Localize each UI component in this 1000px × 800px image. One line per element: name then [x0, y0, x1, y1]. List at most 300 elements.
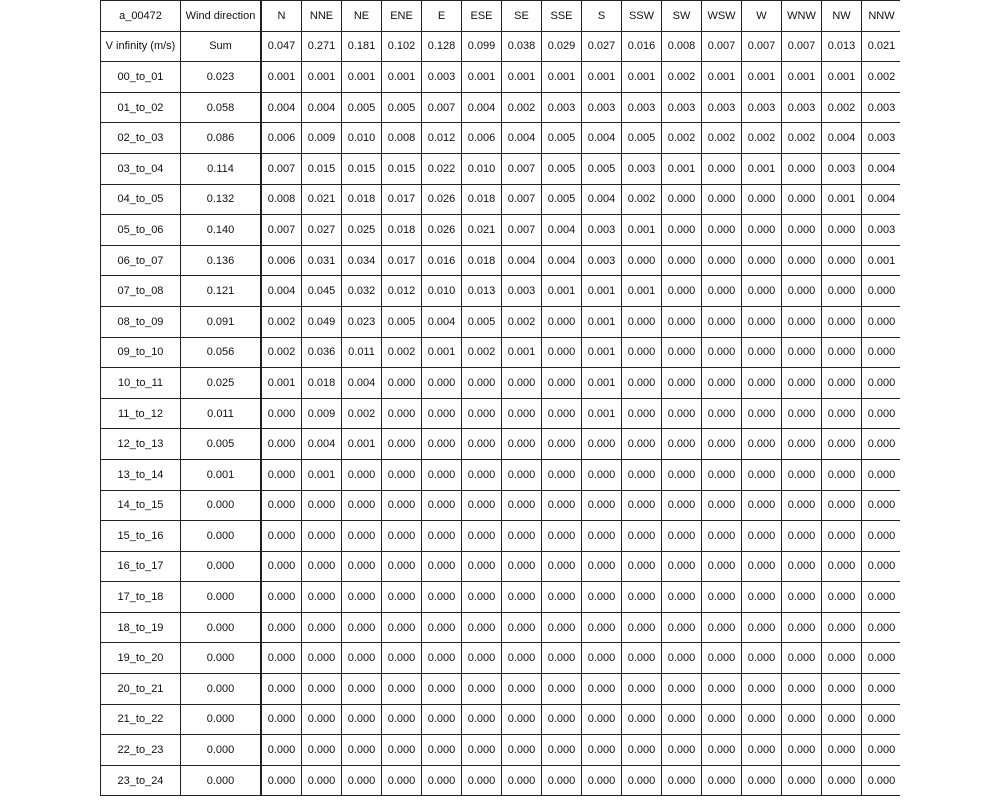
frequency-cell: 0.032	[342, 276, 382, 307]
frequency-cell: 0.000	[462, 551, 502, 582]
frequency-cell: 0.002	[662, 62, 702, 93]
frequency-cell: 0.000	[302, 551, 342, 582]
frequency-cell: 0.004	[542, 215, 582, 246]
frequency-cell: 0.000	[422, 459, 462, 490]
frequency-cell: 0.003	[542, 92, 582, 123]
table-row	[101, 337, 901, 368]
frequency-cell: 0.000	[782, 306, 822, 337]
frequency-cell: 0.000	[261, 704, 302, 735]
frequency-cell: 0.000	[862, 674, 901, 705]
direction-sum-cell: 0.271	[302, 31, 342, 62]
frequency-cell: 0.004	[261, 92, 302, 123]
frequency-cell: 0.000	[702, 184, 742, 215]
frequency-cell: 0.000	[302, 643, 342, 674]
frequency-cell: 0.000	[782, 429, 822, 460]
frequency-cell: 0.001	[462, 62, 502, 93]
frequency-cell: 0.000	[822, 674, 862, 705]
frequency-cell: 0.000	[622, 337, 662, 368]
frequency-cell: 0.004	[582, 184, 622, 215]
frequency-cell: 0.000	[782, 337, 822, 368]
frequency-cell: 0.000	[702, 153, 742, 184]
frequency-cell: 0.008	[261, 184, 302, 215]
speed-bin-cell: 22_to_23	[101, 735, 181, 766]
frequency-cell: 0.000	[261, 459, 302, 490]
row-sum-cell: 0.000	[181, 551, 262, 582]
frequency-cell: 0.000	[702, 306, 742, 337]
frequency-cell: 0.000	[622, 582, 662, 613]
frequency-cell: 0.000	[261, 398, 302, 429]
frequency-cell: 0.011	[342, 337, 382, 368]
frequency-cell: 0.000	[862, 612, 901, 643]
frequency-cell: 0.000	[302, 765, 342, 796]
frequency-cell: 0.000	[702, 612, 742, 643]
frequency-cell: 0.001	[782, 62, 822, 93]
frequency-cell: 0.000	[261, 582, 302, 613]
frequency-cell: 0.000	[422, 490, 462, 521]
frequency-cell: 0.000	[382, 398, 422, 429]
frequency-cell: 0.018	[382, 215, 422, 246]
frequency-cell: 0.010	[422, 276, 462, 307]
frequency-cell: 0.000	[822, 459, 862, 490]
frequency-cell: 0.000	[742, 337, 782, 368]
speed-bin-cell: 23_to_24	[101, 765, 181, 796]
frequency-cell: 0.002	[261, 337, 302, 368]
table-row	[101, 551, 901, 582]
frequency-cell: 0.000	[782, 643, 822, 674]
frequency-cell: 0.000	[702, 276, 742, 307]
table-row	[101, 490, 901, 521]
frequency-cell: 0.000	[662, 368, 702, 399]
frequency-cell: 0.000	[782, 521, 822, 552]
frequency-cell: 0.007	[261, 153, 302, 184]
frequency-cell: 0.001	[662, 153, 702, 184]
direction-header-cell: WNW	[782, 1, 822, 32]
frequency-cell: 0.003	[662, 92, 702, 123]
direction-header-cell: NE	[342, 1, 382, 32]
frequency-cell: 0.000	[502, 582, 542, 613]
frequency-cell: 0.005	[342, 92, 382, 123]
direction-sum-cell: 0.181	[342, 31, 382, 62]
table-row	[101, 429, 901, 460]
frequency-cell: 0.000	[342, 735, 382, 766]
frequency-cell: 0.000	[782, 735, 822, 766]
frequency-cell: 0.001	[622, 276, 662, 307]
frequency-cell: 0.000	[542, 337, 582, 368]
frequency-cell: 0.000	[342, 643, 382, 674]
frequency-cell: 0.000	[382, 582, 422, 613]
frequency-cell: 0.000	[822, 521, 862, 552]
frequency-cell: 0.003	[422, 62, 462, 93]
speed-bin-cell: 19_to_20	[101, 643, 181, 674]
frequency-cell: 0.005	[382, 306, 422, 337]
frequency-cell: 0.000	[662, 459, 702, 490]
frequency-cell: 0.003	[582, 245, 622, 276]
table-row	[101, 215, 901, 246]
table-row	[101, 612, 901, 643]
frequency-cell: 0.000	[782, 582, 822, 613]
row-sum-cell: 0.058	[181, 92, 262, 123]
frequency-cell: 0.000	[742, 368, 782, 399]
frequency-cell: 0.005	[462, 306, 502, 337]
frequency-cell: 0.000	[261, 765, 302, 796]
frequency-cell: 0.000	[702, 459, 742, 490]
frequency-cell: 0.000	[422, 551, 462, 582]
speed-bin-cell: 14_to_15	[101, 490, 181, 521]
table-row	[101, 704, 901, 735]
frequency-cell: 0.000	[462, 612, 502, 643]
direction-header-cell: ENE	[382, 1, 422, 32]
frequency-cell: 0.000	[542, 551, 582, 582]
frequency-cell: 0.000	[782, 674, 822, 705]
row-sum-cell: 0.000	[181, 521, 262, 552]
frequency-cell: 0.000	[662, 245, 702, 276]
frequency-cell: 0.000	[502, 459, 542, 490]
frequency-cell: 0.000	[782, 490, 822, 521]
frequency-cell: 0.006	[462, 123, 502, 154]
frequency-cell: 0.009	[302, 398, 342, 429]
speed-bin-cell: 03_to_04	[101, 153, 181, 184]
frequency-cell: 0.000	[862, 521, 901, 552]
frequency-cell: 0.000	[702, 215, 742, 246]
frequency-cell: 0.000	[382, 612, 422, 643]
frequency-cell: 0.017	[382, 184, 422, 215]
frequency-cell: 0.004	[502, 123, 542, 154]
frequency-cell: 0.000	[382, 490, 422, 521]
speed-bin-cell: 13_to_14	[101, 459, 181, 490]
frequency-cell: 0.002	[261, 306, 302, 337]
frequency-cell: 0.000	[502, 643, 542, 674]
frequency-cell: 0.000	[342, 521, 382, 552]
row-sum-cell: 0.114	[181, 153, 262, 184]
frequency-cell: 0.015	[382, 153, 422, 184]
row-sum-cell: 0.000	[181, 582, 262, 613]
frequency-cell: 0.000	[422, 735, 462, 766]
frequency-cell: 0.000	[742, 184, 782, 215]
frequency-cell: 0.004	[302, 429, 342, 460]
row-sum-cell: 0.011	[181, 398, 262, 429]
row-sum-cell: 0.086	[181, 123, 262, 154]
speed-label-cell: V infinity (m/s)	[101, 31, 181, 62]
row-sum-cell: 0.056	[181, 337, 262, 368]
frequency-cell: 0.000	[622, 490, 662, 521]
frequency-cell: 0.000	[742, 398, 782, 429]
direction-sum-cell: 0.099	[462, 31, 502, 62]
frequency-cell: 0.000	[662, 398, 702, 429]
direction-header-cell: SW	[662, 1, 702, 32]
frequency-cell: 0.002	[782, 123, 822, 154]
frequency-cell: 0.010	[342, 123, 382, 154]
frequency-cell: 0.000	[422, 521, 462, 552]
frequency-cell: 0.004	[261, 276, 302, 307]
speed-bin-cell: 00_to_01	[101, 62, 181, 93]
frequency-cell: 0.003	[862, 92, 901, 123]
speed-bin-cell: 07_to_08	[101, 276, 181, 307]
speed-bin-cell: 20_to_21	[101, 674, 181, 705]
frequency-cell: 0.000	[261, 551, 302, 582]
frequency-cell: 0.004	[462, 92, 502, 123]
direction-header-cell: W	[742, 1, 782, 32]
frequency-cell: 0.000	[662, 521, 702, 552]
frequency-cell: 0.000	[261, 643, 302, 674]
frequency-cell: 0.005	[542, 184, 582, 215]
frequency-cell: 0.000	[462, 582, 502, 613]
speed-bin-cell: 05_to_06	[101, 215, 181, 246]
speed-bin-cell: 21_to_22	[101, 704, 181, 735]
frequency-cell: 0.000	[742, 276, 782, 307]
row-sum-cell: 0.000	[181, 735, 262, 766]
frequency-cell: 0.000	[862, 306, 901, 337]
frequency-cell: 0.008	[382, 123, 422, 154]
frequency-cell: 0.000	[862, 490, 901, 521]
frequency-cell: 0.034	[342, 245, 382, 276]
frequency-cell: 0.000	[342, 612, 382, 643]
frequency-cell: 0.000	[302, 674, 342, 705]
frequency-cell: 0.000	[422, 643, 462, 674]
frequency-cell: 0.003	[582, 92, 622, 123]
frequency-cell: 0.000	[742, 306, 782, 337]
frequency-cell: 0.003	[782, 92, 822, 123]
frequency-cell: 0.000	[822, 429, 862, 460]
frequency-cell: 0.000	[382, 643, 422, 674]
frequency-cell: 0.000	[742, 765, 782, 796]
frequency-cell: 0.000	[462, 521, 502, 552]
frequency-cell: 0.000	[822, 765, 862, 796]
table-row	[101, 735, 901, 766]
frequency-cell: 0.004	[822, 123, 862, 154]
frequency-cell: 0.001	[582, 306, 622, 337]
frequency-cell: 0.000	[662, 612, 702, 643]
table-id-cell: a_00472	[101, 1, 181, 32]
direction-sum-cell: 0.007	[782, 31, 822, 62]
direction-sum-cell: 0.102	[382, 31, 422, 62]
frequency-cell: 0.001	[502, 62, 542, 93]
direction-sum-cell: 0.128	[422, 31, 462, 62]
frequency-cell: 0.000	[502, 368, 542, 399]
frequency-cell: 0.000	[662, 551, 702, 582]
frequency-cell: 0.000	[702, 398, 742, 429]
speed-bin-cell: 10_to_11	[101, 368, 181, 399]
frequency-cell: 0.000	[382, 551, 422, 582]
direction-header-cell: SSW	[622, 1, 662, 32]
frequency-cell: 0.000	[382, 674, 422, 705]
frequency-cell: 0.001	[742, 153, 782, 184]
frequency-cell: 0.001	[822, 62, 862, 93]
frequency-cell: 0.004	[862, 153, 901, 184]
frequency-cell: 0.000	[662, 765, 702, 796]
frequency-cell: 0.000	[342, 582, 382, 613]
frequency-cell: 0.005	[542, 123, 582, 154]
frequency-cell: 0.000	[622, 551, 662, 582]
frequency-cell: 0.003	[862, 123, 901, 154]
frequency-cell: 0.000	[782, 765, 822, 796]
frequency-cell: 0.004	[502, 245, 542, 276]
wind-frequency-sheet	[100, 0, 900, 800]
wind-direction-header: Wind direction	[181, 1, 262, 32]
frequency-cell: 0.000	[261, 612, 302, 643]
frequency-cell: 0.000	[742, 582, 782, 613]
frequency-cell: 0.000	[502, 674, 542, 705]
frequency-cell: 0.000	[462, 735, 502, 766]
frequency-cell: 0.000	[862, 765, 901, 796]
frequency-cell: 0.018	[462, 184, 502, 215]
frequency-cell: 0.000	[422, 674, 462, 705]
frequency-cell: 0.000	[382, 765, 422, 796]
frequency-cell: 0.005	[542, 153, 582, 184]
frequency-cell: 0.015	[302, 153, 342, 184]
speed-bin-cell: 17_to_18	[101, 582, 181, 613]
sum-label-cell: Sum	[181, 31, 262, 62]
frequency-cell: 0.000	[302, 490, 342, 521]
frequency-cell: 0.000	[662, 735, 702, 766]
frequency-cell: 0.000	[302, 704, 342, 735]
row-sum-cell: 0.000	[181, 704, 262, 735]
frequency-cell: 0.000	[822, 612, 862, 643]
frequency-cell: 0.026	[422, 184, 462, 215]
table-row	[101, 643, 901, 674]
frequency-cell: 0.002	[822, 92, 862, 123]
frequency-cell: 0.000	[462, 429, 502, 460]
frequency-cell: 0.000	[542, 459, 582, 490]
frequency-cell: 0.002	[382, 337, 422, 368]
frequency-cell: 0.000	[542, 490, 582, 521]
frequency-cell: 0.000	[702, 735, 742, 766]
speed-bin-cell: 11_to_12	[101, 398, 181, 429]
speed-bin-cell: 18_to_19	[101, 612, 181, 643]
frequency-cell: 0.001	[342, 62, 382, 93]
frequency-cell: 0.000	[422, 368, 462, 399]
frequency-cell: 0.000	[662, 490, 702, 521]
frequency-cell: 0.004	[342, 368, 382, 399]
table-row	[101, 153, 901, 184]
frequency-cell: 0.045	[302, 276, 342, 307]
direction-sum-cell: 0.047	[261, 31, 302, 62]
frequency-cell: 0.000	[822, 245, 862, 276]
frequency-cell: 0.021	[302, 184, 342, 215]
frequency-cell: 0.000	[822, 306, 862, 337]
speed-bin-cell: 08_to_09	[101, 306, 181, 337]
direction-sum-cell: 0.029	[542, 31, 582, 62]
frequency-cell: 0.001	[261, 368, 302, 399]
frequency-cell: 0.000	[582, 612, 622, 643]
frequency-cell: 0.000	[742, 215, 782, 246]
frequency-cell: 0.004	[862, 184, 901, 215]
frequency-cell: 0.016	[422, 245, 462, 276]
row-sum-cell: 0.023	[181, 62, 262, 93]
frequency-cell: 0.000	[702, 704, 742, 735]
frequency-cell: 0.003	[582, 215, 622, 246]
frequency-cell: 0.000	[662, 643, 702, 674]
frequency-cell: 0.000	[622, 612, 662, 643]
frequency-cell: 0.000	[342, 704, 382, 735]
frequency-cell: 0.000	[742, 612, 782, 643]
frequency-cell: 0.006	[261, 123, 302, 154]
frequency-cell: 0.001	[862, 245, 901, 276]
direction-sum-cell: 0.007	[702, 31, 742, 62]
frequency-cell: 0.003	[822, 153, 862, 184]
frequency-cell: 0.000	[862, 704, 901, 735]
frequency-cell: 0.000	[502, 612, 542, 643]
frequency-cell: 0.000	[582, 551, 622, 582]
frequency-cell: 0.000	[782, 184, 822, 215]
frequency-cell: 0.000	[542, 674, 582, 705]
frequency-cell: 0.002	[502, 306, 542, 337]
speed-bin-cell: 01_to_02	[101, 92, 181, 123]
frequency-cell: 0.000	[622, 306, 662, 337]
direction-sum-cell: 0.038	[502, 31, 542, 62]
frequency-cell: 0.000	[622, 674, 662, 705]
frequency-cell: 0.000	[702, 765, 742, 796]
frequency-cell: 0.000	[622, 643, 662, 674]
frequency-cell: 0.001	[542, 62, 582, 93]
frequency-cell: 0.023	[342, 306, 382, 337]
frequency-cell: 0.000	[582, 521, 622, 552]
row-sum-cell: 0.136	[181, 245, 262, 276]
direction-sum-cell: 0.008	[662, 31, 702, 62]
row-sum-cell: 0.121	[181, 276, 262, 307]
frequency-cell: 0.000	[422, 582, 462, 613]
frequency-cell: 0.000	[622, 245, 662, 276]
frequency-cell: 0.000	[542, 612, 582, 643]
frequency-cell: 0.000	[462, 674, 502, 705]
table-row	[101, 582, 901, 613]
frequency-cell: 0.000	[782, 245, 822, 276]
frequency-cell: 0.000	[862, 643, 901, 674]
frequency-cell: 0.000	[862, 459, 901, 490]
frequency-cell: 0.000	[622, 368, 662, 399]
frequency-cell: 0.000	[782, 215, 822, 246]
frequency-cell: 0.000	[422, 765, 462, 796]
frequency-cell: 0.000	[502, 429, 542, 460]
frequency-cell: 0.000	[542, 521, 582, 552]
frequency-cell: 0.000	[582, 735, 622, 766]
frequency-cell: 0.000	[342, 765, 382, 796]
row-sum-cell: 0.000	[181, 612, 262, 643]
table-row	[101, 765, 901, 796]
frequency-cell: 0.010	[462, 153, 502, 184]
frequency-cell: 0.000	[702, 521, 742, 552]
frequency-cell: 0.000	[622, 704, 662, 735]
frequency-cell: 0.004	[542, 245, 582, 276]
frequency-cell: 0.000	[422, 704, 462, 735]
row-sum-cell: 0.000	[181, 490, 262, 521]
frequency-cell: 0.001	[702, 62, 742, 93]
frequency-cell: 0.007	[502, 184, 542, 215]
frequency-cell: 0.000	[782, 276, 822, 307]
frequency-cell: 0.000	[342, 459, 382, 490]
frequency-cell: 0.000	[462, 459, 502, 490]
frequency-cell: 0.000	[742, 643, 782, 674]
frequency-cell: 0.001	[422, 337, 462, 368]
frequency-cell: 0.002	[742, 123, 782, 154]
speed-bin-cell: 04_to_05	[101, 184, 181, 215]
frequency-cell: 0.007	[502, 215, 542, 246]
frequency-cell: 0.000	[302, 582, 342, 613]
frequency-cell: 0.000	[822, 368, 862, 399]
frequency-cell: 0.001	[822, 184, 862, 215]
frequency-cell: 0.000	[782, 551, 822, 582]
frequency-cell: 0.021	[462, 215, 502, 246]
row-sum-cell: 0.000	[181, 765, 262, 796]
frequency-cell: 0.001	[582, 368, 622, 399]
frequency-cell: 0.001	[582, 276, 622, 307]
frequency-cell: 0.000	[702, 337, 742, 368]
row-sum-cell: 0.132	[181, 184, 262, 215]
frequency-cell: 0.000	[502, 765, 542, 796]
frequency-cell: 0.000	[782, 612, 822, 643]
frequency-cell: 0.000	[862, 368, 901, 399]
row-sum-cell: 0.000	[181, 643, 262, 674]
direction-header-cell: SSE	[542, 1, 582, 32]
